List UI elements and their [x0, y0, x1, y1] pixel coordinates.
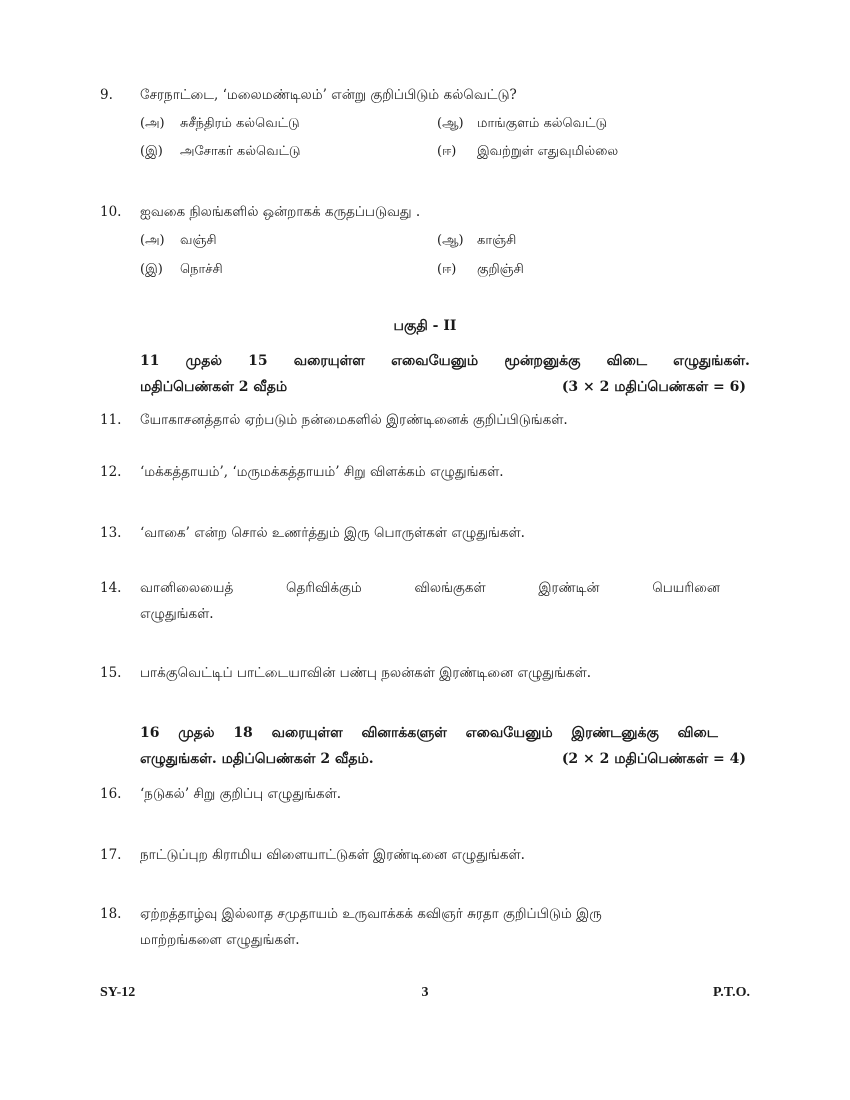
option-b	[437, 231, 516, 251]
option-text: குறிஞ்சி	[477, 262, 524, 277]
instruction-word: முதல்	[185, 353, 222, 369]
instruction-block-2	[140, 720, 750, 772]
instruction-word: இரண்டனுக்கு	[571, 725, 659, 741]
option-label: (அ)	[140, 116, 165, 131]
footer-code: SY-12	[100, 985, 136, 1000]
instruction-word: வரையுள்ள	[293, 353, 365, 369]
question-text: பாக்குவெட்டிப் பாட்டையாவின் பண்பு நலன்கள் இரண்டினை எழுதுங்கள்.	[140, 665, 592, 681]
question-number: 12.	[100, 464, 122, 480]
instruction-line	[140, 348, 750, 374]
instruction-word: 18	[233, 725, 253, 741]
instruction-line	[140, 374, 750, 400]
option-text: நொச்சி	[180, 262, 223, 277]
question-18	[100, 901, 760, 957]
question-word: இரண்டின்	[538, 580, 600, 596]
instruction-text: மதிப்பெண்கள் 2 வீதம்	[140, 379, 288, 395]
question-word: தெரிவிக்கும்	[285, 580, 362, 596]
question-line: ஏற்றத்தாழ்வு இல்லாத சமுதாயம் உருவாக்கக் கவிஞர் சுரதா குறிப்பிடும் இரு	[140, 906, 602, 922]
question-text	[140, 901, 750, 953]
instruction-word: எவையேனும்	[465, 725, 553, 741]
question-text: ‘வாகை’ என்ற சொல் உணர்த்தும் இரு பொருள்கள் எழுதுங்கள்.	[140, 525, 525, 541]
option-label: (அ)	[140, 233, 165, 248]
option-label: (ஆ)	[437, 233, 464, 248]
option-text: சுசீந்திரம் கல்வெட்டு	[180, 116, 300, 131]
question-number: 13.	[100, 525, 122, 541]
question-number: 14.	[100, 580, 122, 596]
section-title: பகுதி - II	[393, 318, 457, 334]
question-line	[140, 575, 720, 601]
instruction-word: 16	[140, 725, 160, 741]
instruction-text: எழுதுங்கள். மதிப்பெண்கள் 2 வீதம்.	[140, 751, 374, 767]
option-label: (இ)	[140, 262, 163, 277]
instruction-word: முதல்	[178, 725, 215, 741]
option-label: (ஆ)	[437, 116, 464, 131]
instruction-word: வினாக்களுள்	[361, 725, 447, 741]
option-d	[437, 260, 524, 280]
option-text: இவற்றுள் எதுவுமில்லை	[477, 144, 619, 159]
question-text: சேரநாட்டை, ‘மலைமண்டிலம்’ என்று குறிப்பிடும் கல்வெட்டு?	[140, 87, 517, 103]
question-number: 16.	[100, 786, 122, 802]
instruction-word: 15	[248, 353, 268, 369]
option-b	[437, 114, 607, 134]
question-number: 18.	[100, 906, 122, 922]
question-number: 17.	[100, 847, 122, 863]
option-a	[140, 231, 217, 251]
question-line: மாற்றங்களை எழுதுங்கள்.	[140, 932, 300, 948]
question-text: யோகாசனத்தால் ஏற்படும் நன்மைகளில் இரண்டினைக் குறிப்பிடுங்கள்.	[140, 412, 568, 428]
instruction-word: எழுதுங்கள்.	[673, 353, 750, 369]
question-number: 10.	[100, 204, 122, 220]
option-label: (ஈ)	[437, 144, 457, 159]
question-word: விலங்குகள்	[414, 580, 486, 596]
option-label: (இ)	[140, 144, 163, 159]
question-number: 11.	[100, 412, 122, 428]
option-text: மாங்குளம் கல்வெட்டு	[477, 116, 608, 131]
marks-label: (2 × 2 மதிப்பெண்கள் = 4)	[561, 751, 746, 767]
option-d	[437, 142, 618, 162]
instruction-block-1	[140, 348, 750, 400]
question-word: வானிலையைத்	[140, 580, 234, 596]
footer-pto: P.T.O.	[713, 985, 750, 1000]
option-c	[140, 142, 301, 162]
option-text: காஞ்சி	[477, 233, 517, 248]
instruction-line	[140, 746, 750, 772]
instruction-word: 11	[140, 353, 160, 369]
instruction-word: எவையேனும்	[391, 353, 479, 369]
question-text: நாட்டுப்புற கிராமிய விளையாட்டுகள் இரண்டினை எழுதுங்கள்.	[140, 847, 525, 863]
footer-page-number: 3	[421, 985, 429, 1000]
question-14	[100, 575, 760, 631]
instruction-word: விடை	[677, 725, 718, 741]
question-text: ‘மக்கத்தாயம்’, ‘மருமக்கத்தாயம்’ சிறு விளக்கம் எழுதுங்கள்.	[140, 464, 504, 480]
question-text: ஐவகை நிலங்களில் ஒன்றாகக் கருதப்படுவது .	[140, 204, 421, 220]
instruction-line	[140, 720, 718, 746]
instruction-word: மூன்றனுக்கு	[504, 353, 581, 369]
question-word: பெயரினை	[652, 580, 720, 596]
option-text: அசோகர் கல்வெட்டு	[180, 144, 301, 159]
marks-label: (3 × 2 மதிப்பெண்கள் = 6)	[561, 379, 746, 395]
question-text: ‘நடுகல்’ சிறு குறிப்பு எழுதுங்கள்.	[140, 786, 342, 802]
option-a	[140, 114, 300, 134]
question-number: 9.	[100, 87, 113, 103]
instruction-word: விடை	[606, 353, 647, 369]
question-number: 15.	[100, 665, 122, 681]
question-text	[140, 575, 720, 627]
instruction-word: வரையுள்ள	[271, 725, 343, 741]
option-label: (ஈ)	[437, 262, 457, 277]
question-line: எழுதுங்கள்.	[140, 606, 214, 622]
option-text: வஞ்சி	[180, 233, 217, 248]
option-c	[140, 260, 223, 280]
